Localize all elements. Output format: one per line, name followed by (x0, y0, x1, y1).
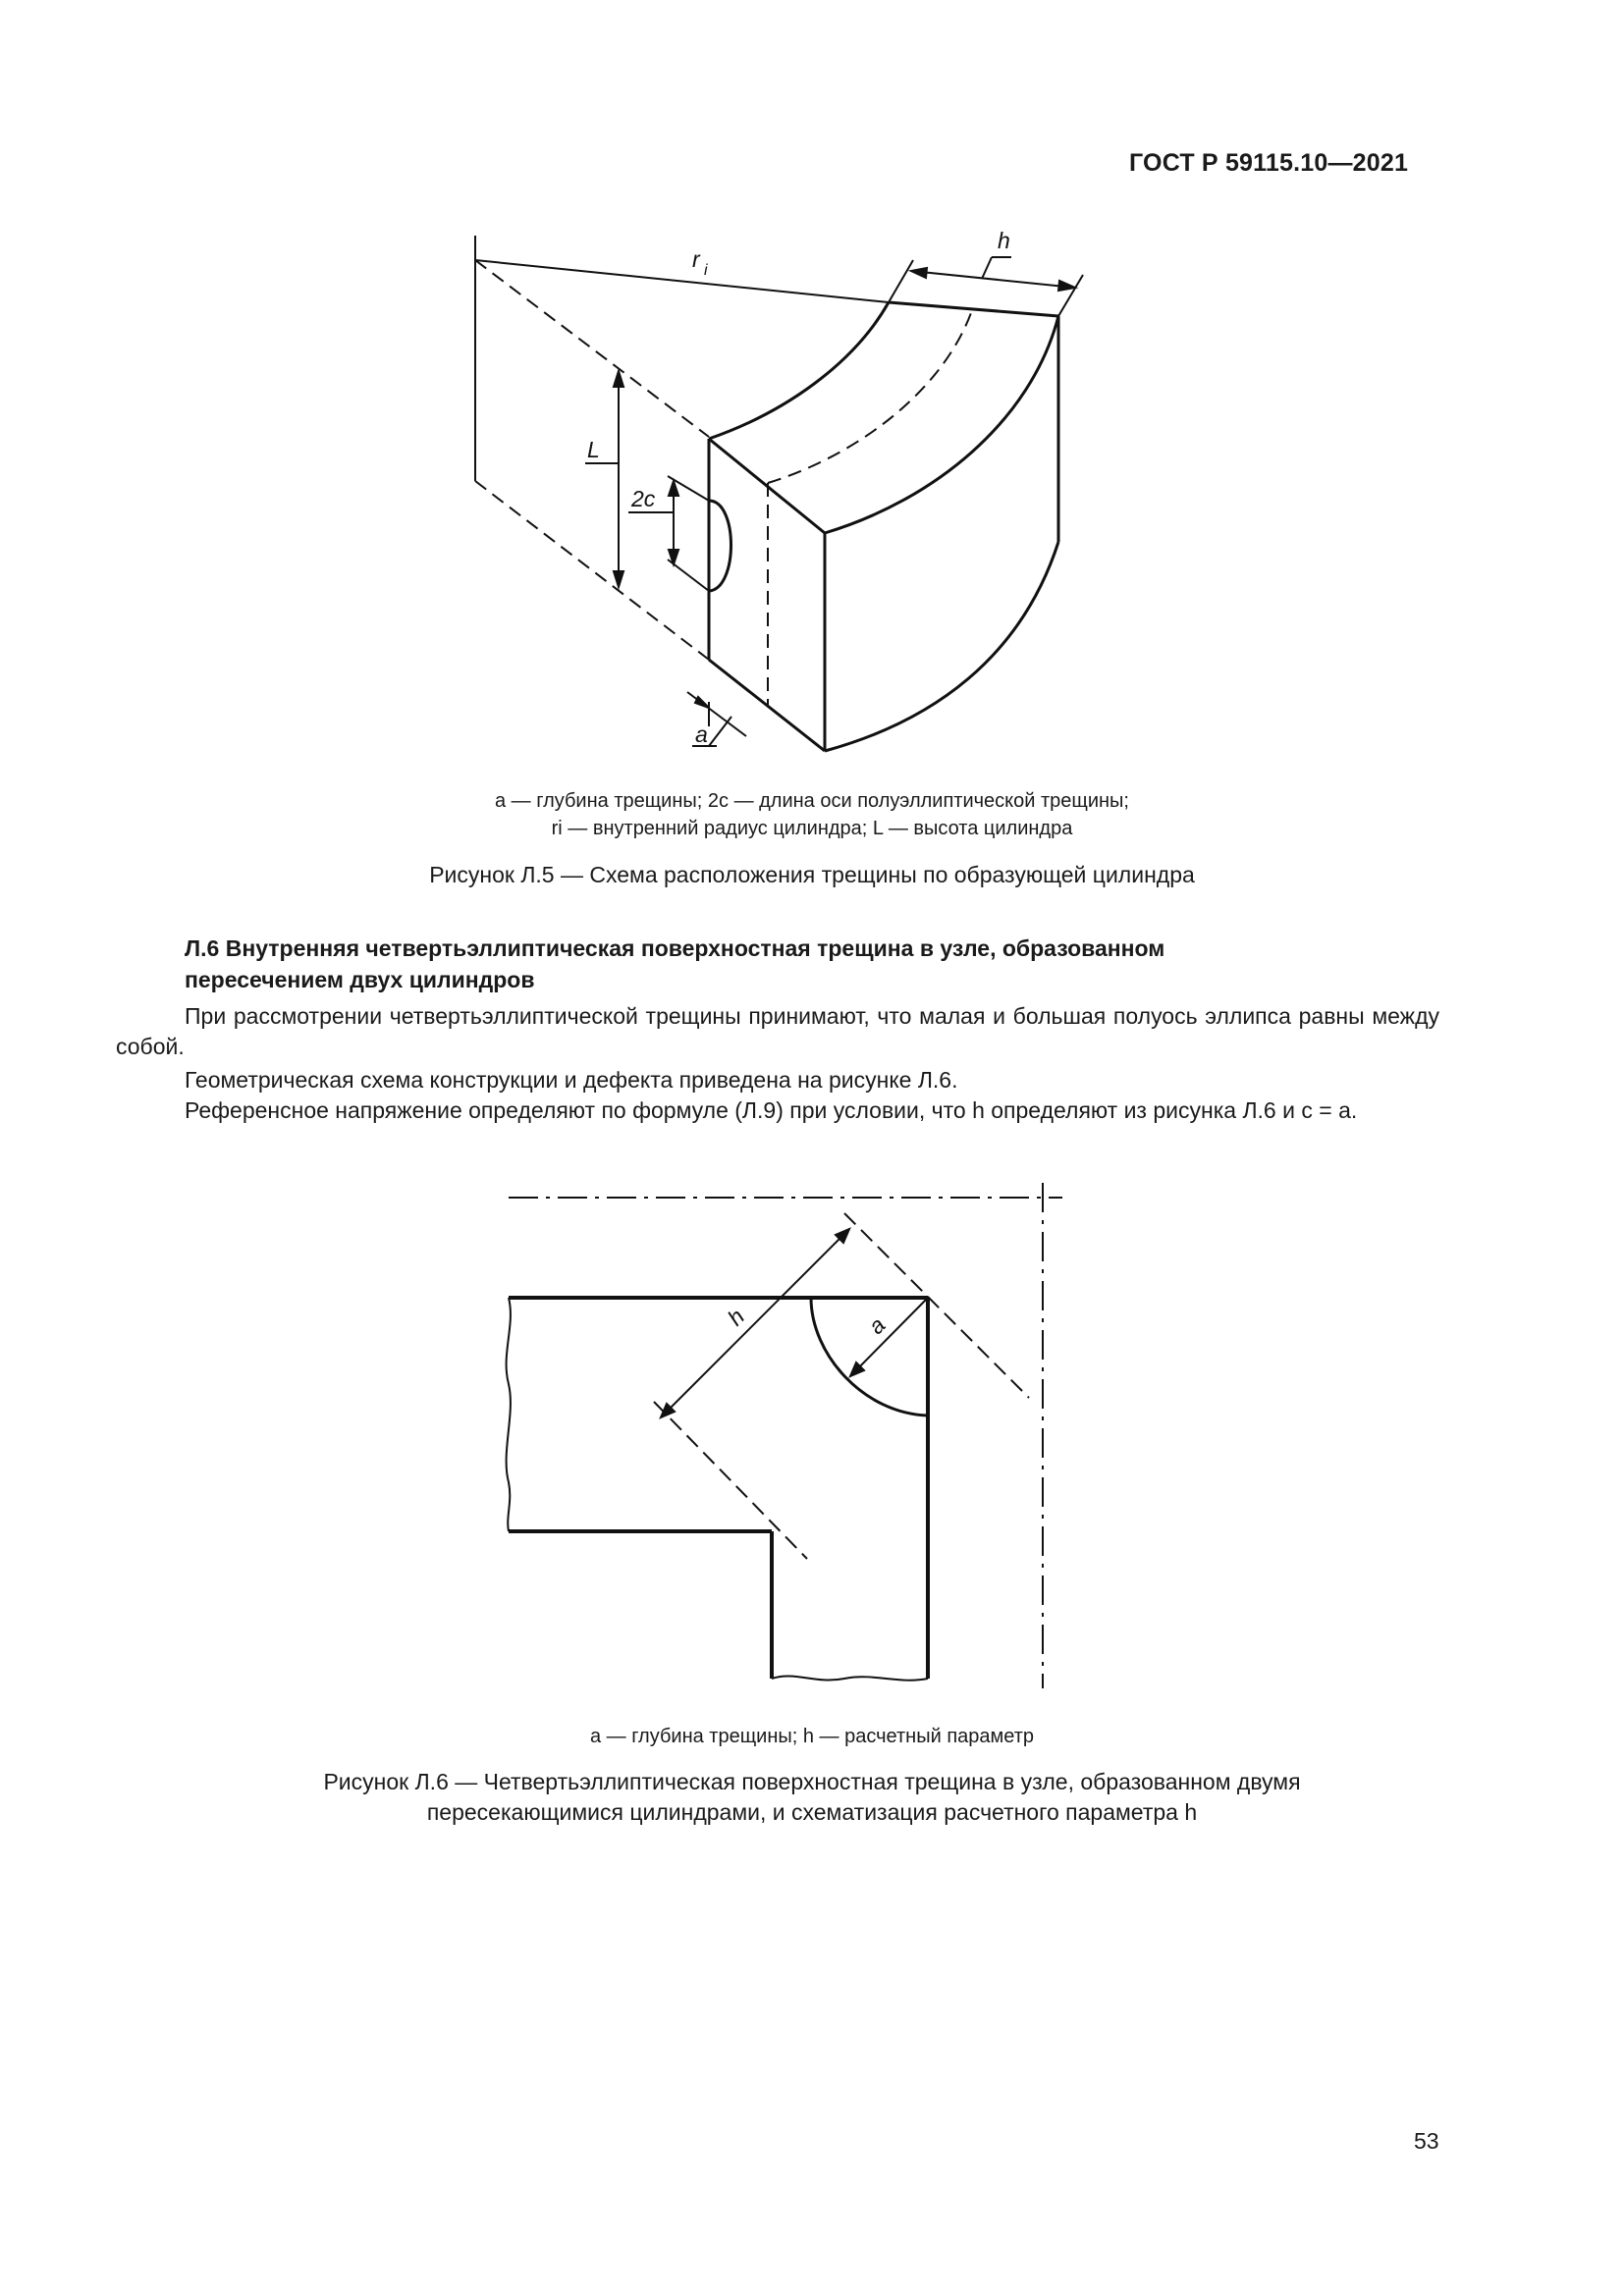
paragraph-2: Геометрическая схема конструкции и дефекта приведена на рисунке Л.6. (185, 1067, 958, 1093)
figure-l5-legend-line1: a — глубина трещины; 2c — длина оси полуэллиптической трещины; (494, 790, 1129, 812)
label-r-sub: i (704, 262, 708, 279)
label-L: L (587, 437, 600, 462)
figure-l6-caption-line1: Рисунок Л.6 — Четвертьэллиптическая поверхностная трещина в узле, образованном двумя (323, 1769, 1301, 1794)
paragraph-1: При рассмотрении четвертьэллиптической трещины принимают, что малая и большая полуось эллипса равны между собой. (116, 1003, 1439, 1059)
label-r: r (692, 246, 700, 272)
figure-l6-legend: a — глубина трещины; h — расчетный параметр (589, 1726, 1035, 1747)
section-title-line1: Л.6 Внутренняя четвертьэллиптическая поверхностная трещина в узле, образованном (185, 935, 1165, 961)
document-code: ГОСТ Р 59115.10—2021 (1129, 149, 1409, 177)
figure-l5-caption: Рисунок Л.5 — Схема расположения трещины по образующей цилиндра (429, 862, 1195, 887)
label-a: a (695, 721, 708, 747)
paragraph-3: Референсное напряжение определяют по формуле (Л.9) при условии, что h определяют из рисунка Л.6 и c = a. (185, 1097, 1358, 1123)
label-2c: 2c (631, 486, 656, 511)
section-title-line2: пересечением двух цилиндров (185, 967, 535, 993)
page-number: 53 (1414, 2128, 1439, 2154)
figure-l5-legend-line2: ri — внутренний радиус цилиндра; L — высота цилиндра (551, 818, 1073, 839)
label-h: h (998, 228, 1010, 253)
label-a: a (863, 1311, 891, 1340)
figure-l6-caption-line2: пересекающимися цилиндрами, и схематизация расчетного параметра h (426, 1799, 1198, 1825)
label-h: h (722, 1304, 750, 1331)
